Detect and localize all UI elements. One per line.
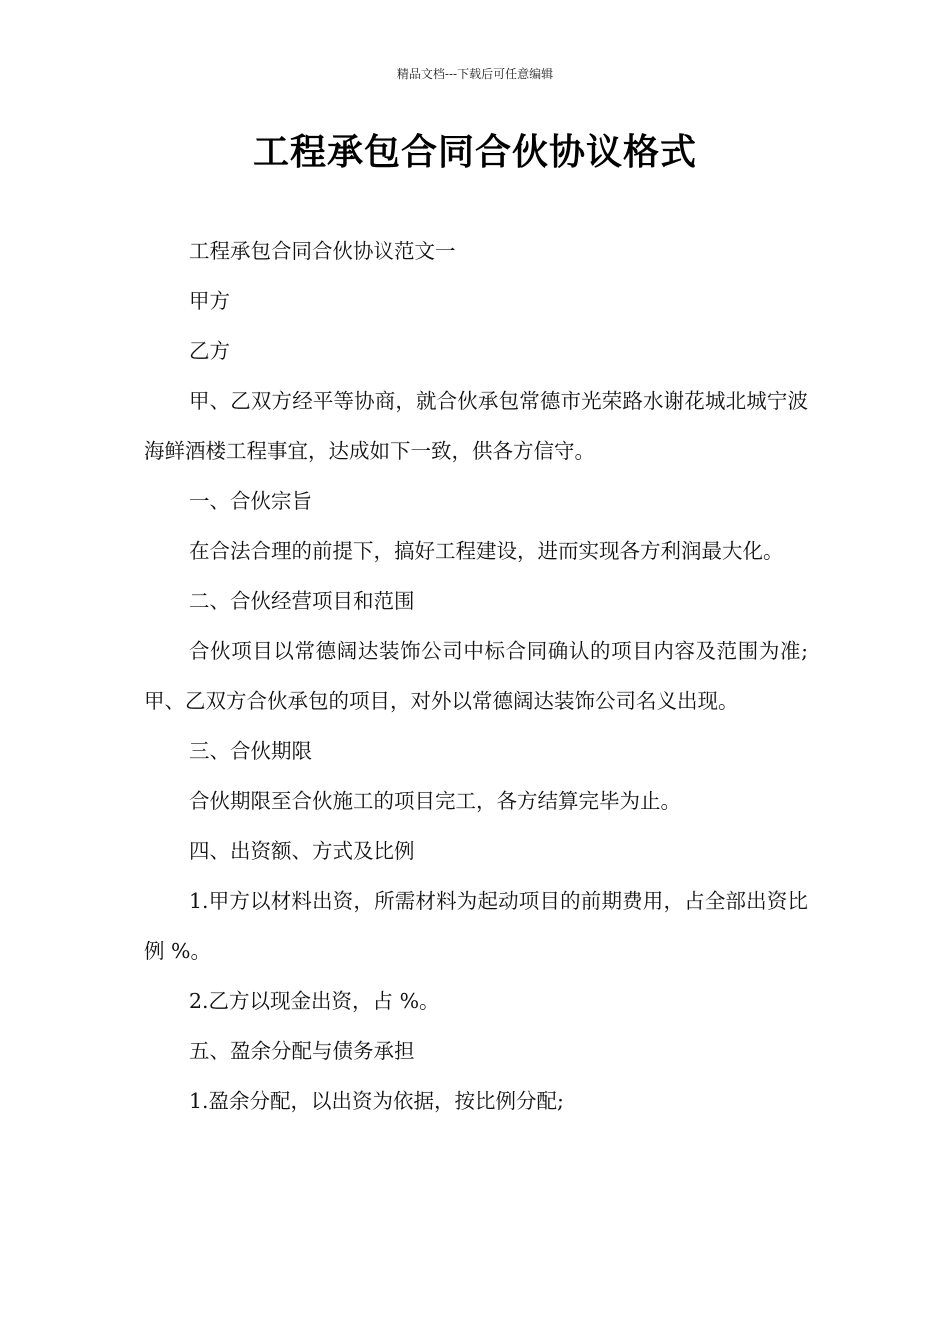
section-heading-1: 一、合伙宗旨 [189,489,312,513]
section-heading-3: 三、合伙期限 [189,739,312,763]
paragraph-term: 合伙期限至合伙施工的项目完工，各方结算完毕为止。 [189,789,681,813]
paragraph-heading: 工程承包合同合伙协议范文一 [189,239,456,263]
section-heading-5: 五、盈余分配与债务承担 [189,1039,415,1063]
section-heading-2: 二、合伙经营项目和范围 [189,589,415,613]
paragraph-profit-distribution: 1.盈余分配，以出资为依据，按比例分配; [189,1089,564,1113]
section-heading-4: 四、出资额、方式及比例 [189,839,415,863]
paragraph-contribution-a: 1.甲方以材料出资，所需材料为起动项目的前期费用，占全部出资比例 %。 [144,889,808,963]
document-title: 工程承包合同合伙协议格式 [252,132,697,173]
paragraph-preamble: 甲、乙双方经平等协商，就合伙承包常德市光荣路水谢花城北城宁波海鲜酒楼工程事宜，达成如下一致，供各方信守。 [144,389,808,463]
document-body [144,226,808,1126]
header-note: 精品文档---下载后可任意编辑 [396,67,554,81]
paragraph-party-a: 甲方 [189,289,230,313]
paragraph-purpose: 在合法合理的前提下，搞好工程建设，进而实现各方利润最大化。 [189,539,784,563]
paragraph-party-b: 乙方 [189,339,230,363]
paragraph-scope: 合伙项目以常德阔达装饰公司中标合同确认的项目内容及范围为准;甲、乙双方合伙承包的项目，对外以常德阔达装饰公司名义出现。 [144,639,808,713]
paragraph-contribution-b: 2.乙方以现金出资，占 %。 [189,989,440,1013]
